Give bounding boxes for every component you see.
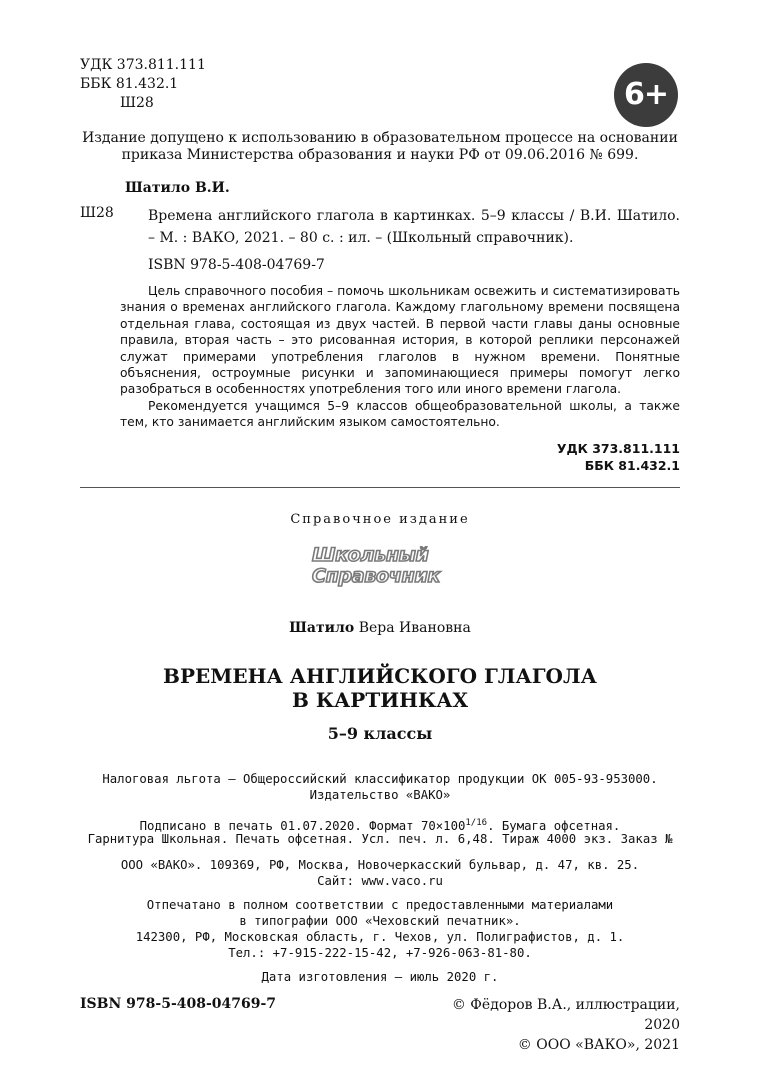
copyright-illustrations: © Фёдоров В.А., иллюстрации, 2020 bbox=[451, 997, 680, 1033]
publisher-site: Сайт: www.vaco.ru bbox=[317, 874, 443, 888]
author-code: Ш28 bbox=[80, 205, 114, 221]
divider bbox=[80, 487, 680, 488]
publisher-address: ООО «ВАКО». 109369, РФ, Москва, Новочеркасский бульвар, д. 47, кв. 25. bbox=[120, 858, 640, 872]
udk-code: УДК 373.811.111 bbox=[556, 441, 680, 456]
print-signed: Подписано в печать 01.07.2020. Формат 70×100 bbox=[139, 819, 466, 834]
bbk-code: ББК 81.432.1 bbox=[80, 76, 179, 92]
udk-code: УДК 373.811.111 bbox=[80, 57, 206, 73]
title-line-1: ВРЕМЕНА АНГЛИЙСКОГО ГЛАГОЛА bbox=[163, 664, 597, 688]
annotation-paragraph: Рекомендуется учащимся 5–9 классов общеобразовательной школы, а также тем, кто занимается английским языком самостоятельно. bbox=[120, 398, 680, 430]
format-fraction: 1/16 bbox=[465, 818, 488, 828]
author-sign: Ш28 bbox=[120, 95, 154, 111]
bibliographic-record: Времена английского глагола в картинках. 5–9 классы / В.И. Шатило. – М. : ВАКО, 2021. – 80 с. : ил. – (Школьный справочник). bbox=[148, 208, 680, 246]
isbn-bottom: ISBN 978-5-408-04769-7 bbox=[80, 996, 277, 1012]
approval-notice: Издание допущено к использованию в образовательном процессе на основании приказа Министерства образования и науки РФ от 09.06.2016 № 699. bbox=[82, 130, 678, 163]
bbk-code: ББК 81.432.1 bbox=[584, 458, 680, 473]
grades: 5–9 классы bbox=[327, 724, 433, 743]
series-logo bbox=[312, 545, 452, 589]
printer-line-1: Отпечатано в полном соответствии с предоставленными материалами bbox=[146, 898, 614, 912]
paper-type: . Бумага офсетная. bbox=[487, 819, 621, 834]
annotation-codes bbox=[540, 440, 680, 474]
printer-line-2: в типографии ООО «Чеховский печатник». bbox=[239, 914, 521, 928]
annotation bbox=[120, 283, 680, 431]
printer-address: 142300, РФ, Московская область, г. Чехов, ул. Полиграфистов, д. 1. bbox=[135, 930, 625, 944]
print-details-2: Гарнитура Школьная. Печать офсетная. Усл. печ. л. 6,48. Тираж 4000 экз. Заказ № bbox=[87, 832, 673, 846]
isbn-top: ISBN 978-5-408-04769-7 bbox=[148, 257, 325, 273]
author-name bbox=[80, 620, 680, 636]
title-line-2: В КАРТИНКАХ bbox=[291, 688, 469, 712]
tax-note: Налоговая льгота – Общероссийский классификатор продукции ОК 005-93-953000. bbox=[102, 772, 658, 786]
logo-line-2: Справочник bbox=[312, 565, 440, 587]
edition-type: Справочное издание bbox=[290, 512, 470, 527]
copyright-publisher: © ООО «ВАКО», 2021 bbox=[517, 1037, 680, 1053]
author-heading: Шатило В.И. bbox=[125, 180, 230, 196]
age-rating-badge: 6+ bbox=[614, 63, 678, 127]
library-codes bbox=[80, 56, 206, 113]
manufacture-date: Дата изготовления – июль 2020 г. bbox=[261, 970, 499, 984]
author-surname: Шатило bbox=[289, 620, 355, 636]
publisher: Издательство «ВАКО» bbox=[309, 788, 451, 802]
book-title bbox=[80, 664, 680, 712]
author-given-names: Вера Ивановна bbox=[358, 620, 471, 636]
logo-line-1: Школьный bbox=[312, 544, 429, 566]
printer-phone: Тел.: +7-915-222-15-42, +7-926-063-81-80. bbox=[228, 946, 532, 960]
annotation-paragraph: Цель справочного пособия – помочь школьникам освежить и систематизировать знания о временах английского глагола. Каждому глагольному времени посвящена отдельная глава, состоящая из двух частей. В первой части главы даны основные правила, вторая часть – это рисованная история, в которой реплики персонажей служат примерами употребления глаголов в нужном времени. Понятные объяснения, остроумные рисунки и запоминающиеся примеры помогут легко разобраться в особенностях употребления того или иного времени глагола. bbox=[120, 284, 680, 397]
copyright bbox=[418, 995, 680, 1055]
